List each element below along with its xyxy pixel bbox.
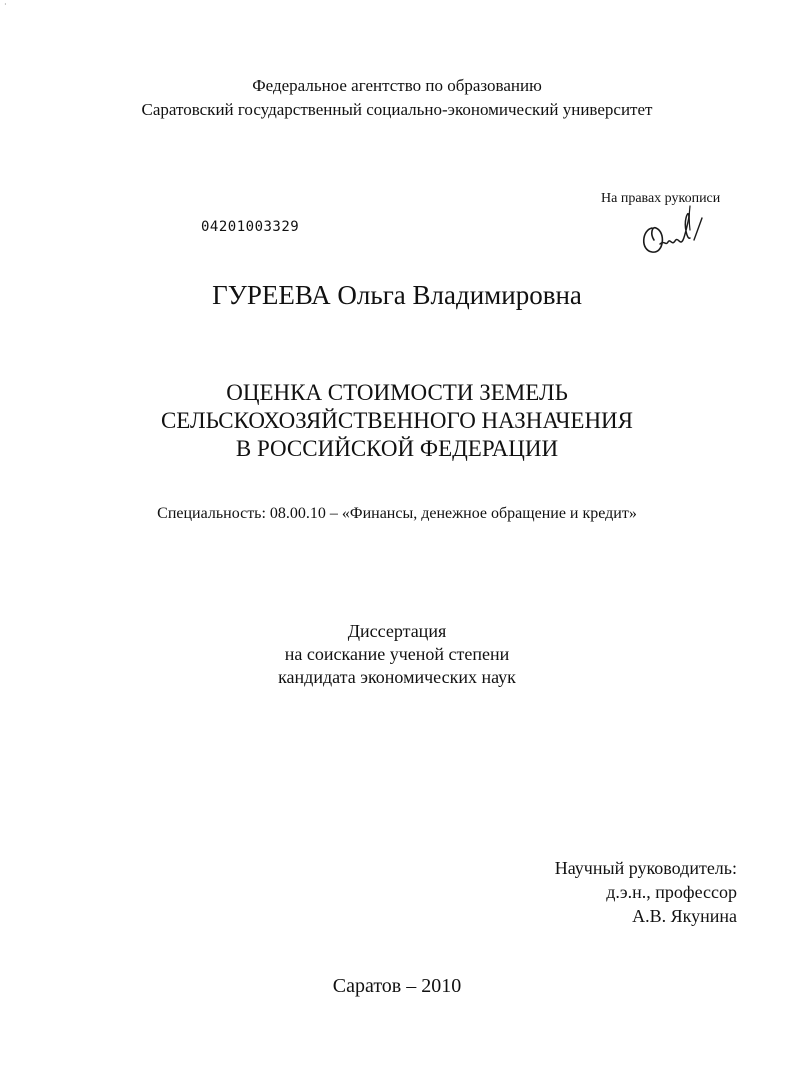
- manuscript-note: На правах рукописи: [601, 191, 721, 206]
- scan-corner-mark: ·: [4, 0, 7, 9]
- title-line: ОЦЕНКА СТОИМОСТИ ЗЕМЕЛЬ: [226, 380, 568, 405]
- university-name: Саратовский государственный социально-экономический университет: [141, 100, 653, 119]
- city-year: Саратов – 2010: [332, 975, 462, 997]
- supervisor-name: А.В. Якунина: [632, 906, 737, 926]
- supervisor-label: Научный руководитель:: [554, 858, 737, 878]
- degree-line: на соискание ученой степени: [284, 644, 510, 664]
- title-line: СЕЛЬСКОХОЗЯЙСТВЕННОГО НАЗНАЧЕНИЯ: [160, 408, 634, 433]
- specialty-line: Специальность: 08.00.10 – «Финансы, денежное обращение и кредит»: [157, 505, 637, 522]
- supervisor-degree: д.э.н., профессор: [606, 882, 737, 902]
- dissertation-title: [0, 379, 794, 463]
- title-line: В РОССИЙСКОЙ ФЕДЕРАЦИИ: [235, 436, 559, 461]
- degree-block: [0, 620, 794, 689]
- agency-name: Федеральное агентство по образованию: [252, 76, 542, 95]
- supervisor-block: [555, 856, 737, 928]
- registration-number: 04201003329: [201, 219, 300, 235]
- header-block: [0, 74, 794, 122]
- author-name: ГУРЕЕВА Ольга Владимировна: [212, 280, 582, 310]
- degree-line: Диссертация: [347, 621, 447, 641]
- degree-line: кандидата экономических наук: [278, 667, 516, 687]
- handwritten-signature: [630, 200, 720, 260]
